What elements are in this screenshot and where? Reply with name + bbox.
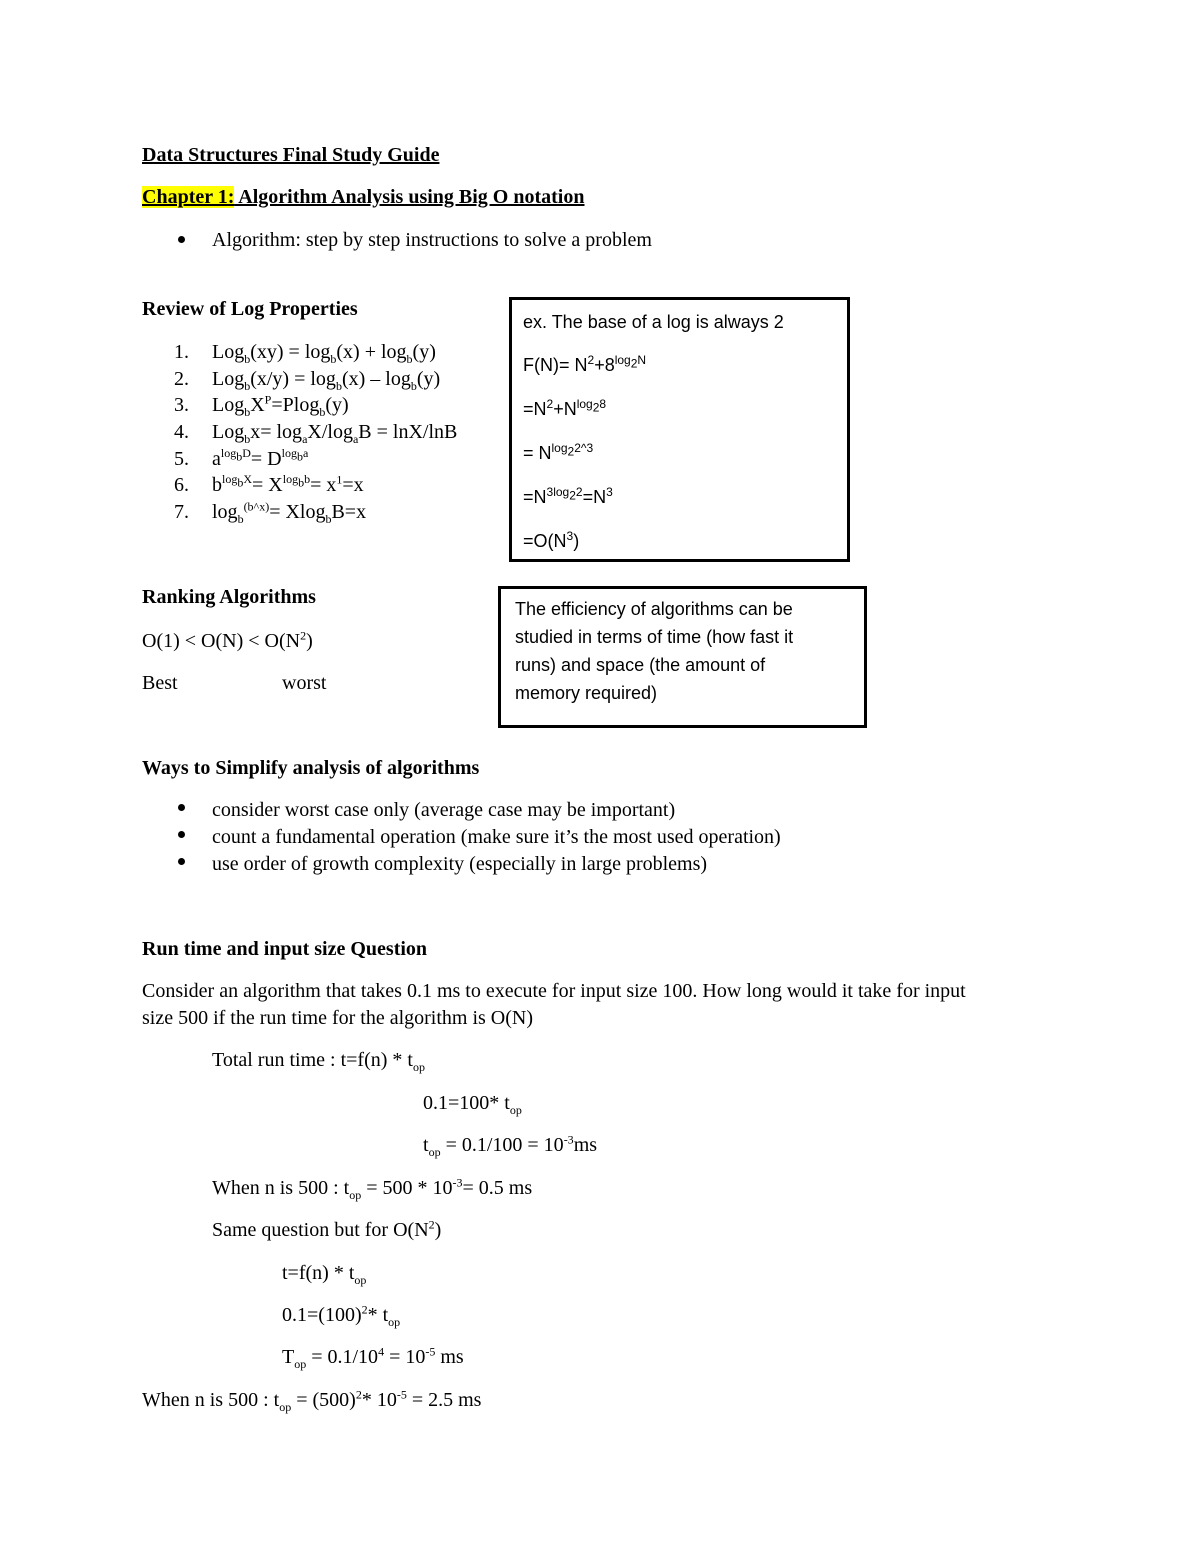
example-box-line6: $=O(N^3)$ <box>523 529 580 551</box>
ranking-worst-label: worst <box>282 672 327 694</box>
equation-2: $t_{op} = 0.1/100 = 10^{-3}ms$ <box>423 1132 598 1159</box>
log-property-6: $b^{log_bX}= X^{log_bb}= x^1=x$ <box>212 472 364 496</box>
equation-7: When n is 500 : $t_{op} = (500)^2*$ $10^{-5} = 2.5$ ms <box>142 1387 482 1414</box>
runtime-question-line1: Consider an algorithm that takes 0.1 ms to execute for input size 100. How long would it take for input <box>142 980 966 1002</box>
page-title: Data Structures Final Study Guide <box>142 144 440 166</box>
example-box-line3: $=N^2+N^{log_28}$ <box>523 397 607 419</box>
list-number: 3. <box>174 394 189 416</box>
bullet-icon <box>178 831 185 838</box>
bullet-icon <box>178 804 185 811</box>
equation-5: $0.1=(100)^2*$ $t_{op}$ <box>282 1302 401 1329</box>
log-property-1: $Log_b(xy) = \log_b(x) + \log_b(y)$ <box>212 341 436 366</box>
log-property-5: $a^{log_bD}= D^{log_ba}$ <box>212 446 309 470</box>
chapter-label: Chapter 1: <box>142 186 235 208</box>
equation-6: $T_{op} = 0.1/10^4 = 10^{-5}$ ms <box>282 1344 464 1371</box>
log-property-3: $Log_bX^P=Plog_b(y)$ <box>212 392 349 419</box>
efficiency-line: The efficiency of algorithms can be <box>515 599 793 619</box>
list-number: 1. <box>174 341 189 363</box>
ranking-order: $O(1) < O(N) < O(N^2)$ <box>142 628 313 652</box>
same-question: Same question but for $O(N^2)$ <box>212 1217 442 1241</box>
example-box-line2: $F(N)= N^2+8^{log_2N}$ <box>523 353 647 375</box>
efficiency-line: memory required) <box>515 683 658 703</box>
list-number: 4. <box>174 421 189 443</box>
chapter-heading <box>142 185 584 209</box>
efficiency-line: runs) and space (the amount of <box>515 655 766 675</box>
log-property-7: $\log_b^{(b\^{}x)}= Xlog_bB=x$ <box>212 499 367 526</box>
simplify-item: use order of growth complexity (especially in large problems) <box>212 853 708 875</box>
log-review-heading: Review of Log Properties <box>142 298 358 320</box>
list-number: 5. <box>174 448 189 470</box>
runtime-heading: Run time and input size Question <box>142 938 428 960</box>
list-number: 6. <box>174 474 189 496</box>
efficiency-line: studied in terms of time (how fast it <box>515 627 794 647</box>
total-run-time-formula: Total run time : $t=f(n) * t_{op}$ <box>212 1049 425 1074</box>
list-number: 2. <box>174 368 189 390</box>
equation-1: 0.1=100* $t_{op}$ <box>423 1092 522 1117</box>
bullet-icon <box>178 236 185 243</box>
example-box-line4: = $N^{log_22\^{}3}$ <box>523 441 594 463</box>
log-property-2: $Log_b(x/y) = \log_b(x) - \log_b(y)$ <box>212 368 441 393</box>
example-box-line1: ex. The base of a log is always 2 <box>523 312 784 332</box>
simplify-item: count a fundamental operation (make sure it’s the most used operation) <box>212 826 781 848</box>
runtime-question-line2: size 500 if the run time for the algorithm is O(N) <box>142 1007 534 1029</box>
ranking-best-label: Best <box>142 672 178 694</box>
chapter-title: Algorithm Analysis using Big O notation <box>234 186 585 208</box>
example-box-line5: $=N^{3log_22}=N^3$ <box>523 485 613 507</box>
ranking-heading: Ranking Algorithms <box>142 586 316 608</box>
bullet-icon <box>178 858 185 865</box>
equation-4: $t=f(n) * t_{op}$ <box>282 1262 367 1287</box>
simplify-heading: Ways to Simplify analysis of algorithms <box>142 757 480 779</box>
algorithm-definition: Algorithm: step by step instructions to solve a problem <box>212 229 652 251</box>
example-box <box>509 297 850 562</box>
simplify-item: consider worst case only (average case may be important) <box>212 799 676 821</box>
list-number: 7. <box>174 501 189 523</box>
equation-3: When n is 500 : $t_{op} = 500 * 10^{-3}= 0.5$ ms <box>212 1175 533 1202</box>
log-property-4: $Log_bx= \log_aX/\log_aB = \ln X/\ln B$ <box>212 421 458 446</box>
